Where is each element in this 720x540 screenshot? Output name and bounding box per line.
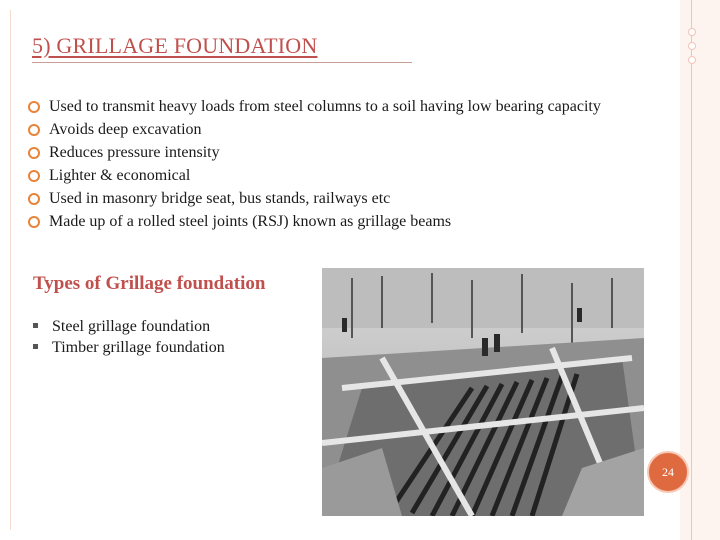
bullet-list	[28, 97, 648, 235]
right-decorative-line	[691, 0, 692, 540]
square-bullet-icon	[33, 344, 38, 349]
types-item	[33, 316, 225, 337]
circle-bullet-icon	[28, 147, 40, 159]
page-number-badge: 24	[647, 451, 689, 493]
types-item	[33, 337, 225, 358]
circle-bullet-icon	[28, 124, 40, 136]
bullet-item	[28, 143, 648, 163]
decorative-dot	[688, 28, 696, 36]
circle-bullet-icon	[28, 170, 40, 182]
bullet-text: Used to transmit heavy loads from steel columns to a soil having low bearing capacity	[49, 98, 601, 115]
bullet-item	[28, 120, 648, 140]
types-heading: Types of Grillage foundation	[33, 273, 266, 294]
left-frame-line	[10, 10, 11, 530]
square-bullet-icon	[33, 323, 38, 328]
slide-title: 5) GRILLAGE FOUNDATION	[32, 33, 318, 58]
circle-bullet-icon	[28, 216, 40, 228]
circle-bullet-icon	[28, 193, 40, 205]
right-decorative-band	[680, 0, 720, 540]
bullet-item	[28, 166, 648, 186]
decorative-dot	[688, 56, 696, 64]
title-divider	[32, 62, 412, 63]
bullet-item	[28, 97, 648, 117]
grillage-construction-photo	[322, 268, 644, 516]
types-text: Timber grillage foundation	[52, 339, 225, 356]
bullet-item	[28, 212, 648, 232]
types-text: Steel grillage foundation	[52, 318, 211, 335]
bullet-text: Used in masonry bridge seat, bus stands, railways etc	[49, 190, 391, 207]
bullet-text: Avoids deep excavation	[49, 121, 202, 138]
types-list	[33, 316, 225, 358]
bullet-text: Lighter & economical	[49, 167, 191, 184]
bullet-text: Made up of a rolled steel joints (RSJ) known as grillage beams	[49, 213, 452, 230]
bullet-text: Reduces pressure intensity	[49, 144, 220, 161]
bullet-item	[28, 189, 648, 209]
decorative-dot	[688, 42, 696, 50]
photo-illustration	[322, 268, 644, 516]
circle-bullet-icon	[28, 101, 40, 113]
